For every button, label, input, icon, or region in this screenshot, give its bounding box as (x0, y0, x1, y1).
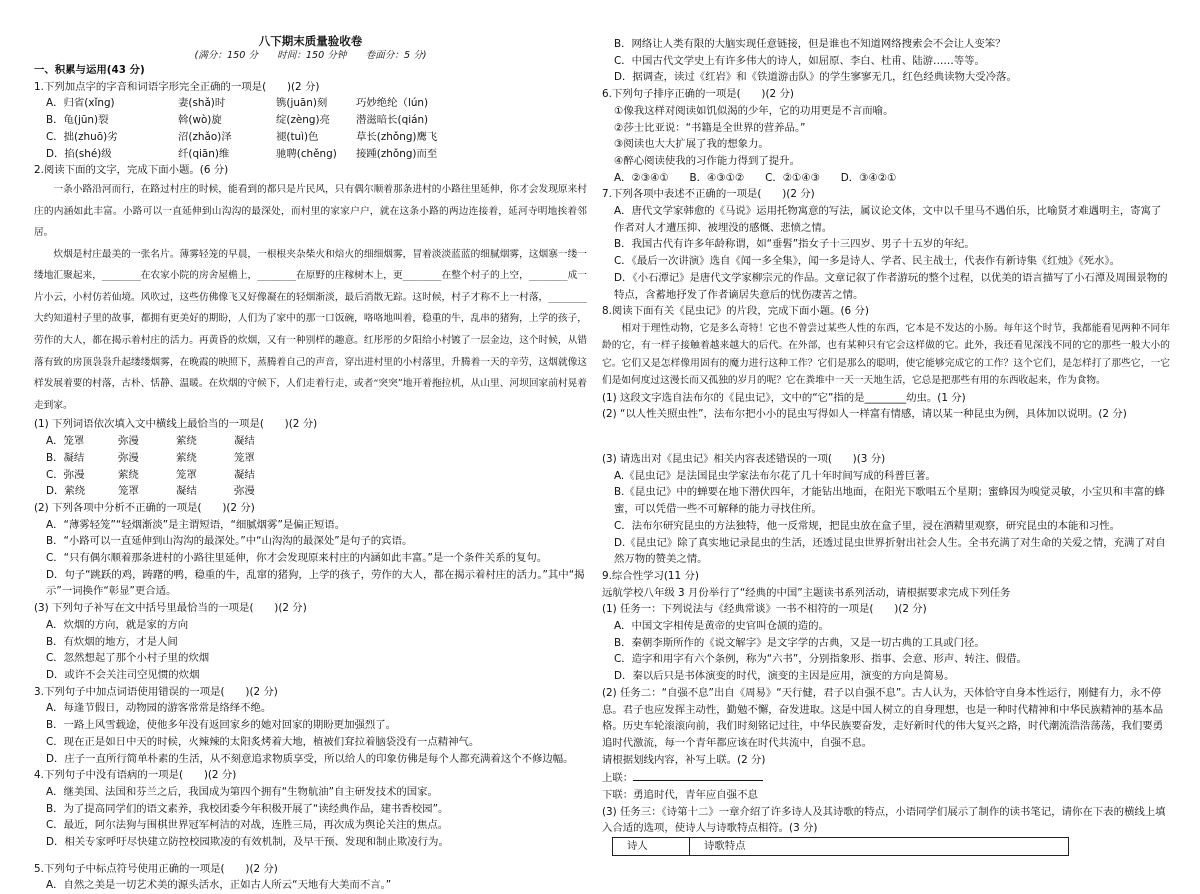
q2-sub2-option-c: C．“只有偶尔顺着那条进村的小路往里延伸，你才会发现原来村庄的内涵如此丰富。”是一个条件关系的复句。 (46, 552, 548, 565)
q7-stem: 7.下列各项中表述不正确的一项是( )(2 分) (602, 188, 815, 201)
q8-sub3-stem: (3) 请选出对《昆虫记》相关内容表述错误的一项( )(3 分) (602, 452, 886, 465)
q3-option-c: C．现在正是如日中天的时候，火辣辣的太阳炙烤着大地，植被们耷拉着脑袋没有一点精神气。 (46, 735, 480, 748)
q9-stem: 9.综合性学习(11 分) (602, 569, 699, 582)
q4-option-b: B．为了提高同学们的语文素养，我校团委今年积极开展了“读经典作品，建书香校园”。 (46, 802, 449, 815)
q8-sub3-option-b: B.《昆虫记》中的蝉要在地下潜伏四年，才能钻出地面，在阳光下歌唱五个星期；蜜蜂因为嗅觉灵敏，小宝贝和丰富的蜂蜜，可以凭借一些不可解释的能力寻找住所。 (614, 486, 1165, 516)
q9-task1-option-d: D．秦以后只是书体演变的时代，演变的主因是应用，演变的方向是简易。 (614, 670, 955, 683)
q7-option-b: B．我国古代有许多年龄称谓，如“垂髫”指女子十三四岁、男子十五岁的年纪。 (614, 238, 975, 251)
upper-couplet-blank[interactable] (633, 768, 763, 781)
table-row (613, 838, 1069, 856)
q9-intro: 远航学校八年级 3 月份举行了“经典的中国”主题读书系列活动，请根据要求完成下列任务 (602, 586, 1011, 599)
q8-sub1: (1) 这段文字选自法布尔的《昆虫记》，文中的“它”指的是________幼虫。(1 分) (602, 391, 966, 404)
exam-title: 八下期末质量验收卷 (258, 34, 363, 48)
q6-stem: 6.下列句子排序正确的一项是( )(2 分) (602, 88, 794, 101)
left-column (34, 34, 587, 894)
table-header-poet: 诗人 (613, 838, 690, 856)
q1-option-c: C．拙(zhuō)劣 沼(zhǎo)泽 褪(tuì)色 草长(zhǒng)鹰飞 (46, 130, 438, 143)
q7-option-d: D．《小石潭记》是唐代文学家柳宗元的作品。文章记叙了作者游玩的整个过程，以优美的语言描写了小石潭及周围景物的特点，含蓄地抒发了作者谪居失意后的忧伤凄苦之情。 (614, 271, 1168, 301)
q2-passage-p2: 炊烟是村庄最美的一张名片。薄雾轻笼的早晨，一根根夹杂柴火和焙火的细细烟雾，冒着淡淡蓝蓝的细腻烟雾，这烟寨一缕一缕地汇聚起来，________在农家小院的房舍屋檐上，________在原野的庄稼树木上，更________在整个村子的上空，________成一片小云，小村仿若仙境。风吹过，这些仿佛像飞又好像凝在的轻烟渐淡，最后消散无踪。这时候，村子才称不上一村落，________大约知道村子里的故事，都拥有更美好的期盼，人们为了家中的那一口饭碗，咯咯地叫着，稳重的牛，乱串的猪狗，上学的孩子，劳作的大人，都在揭示着村庄的活力。再黄昏的炊烟，又有一种别样的趣意。红彤彤的夕阳给小村镀了一层金边，这个时候，从错落有致的房顶袅袅升起缕缕烟雾，在晚霞的映照下，蒸腾着自己的声音，穿出进村里的小村落里，升腾着一天的辛劳，这烟就像这样发展着要的村落，古朴、恬静、温暖。在炊烟的守候下，人们走着行走，或者“突突”地开着拖拉机，从山里、河坝回家前村晃着走到家。 (34, 248, 587, 411)
q9-task2-ask: 请根据划线内容，补写上联。(2 分) (602, 753, 766, 766)
q4-stem: 4.下列句子中没有语病的一项是( )(2 分) (34, 769, 237, 782)
q2-sub3-option-b: B．有炊烟的地方，才是人间 (46, 635, 178, 648)
right-column (602, 36, 1170, 856)
poet-table (612, 837, 1069, 856)
q4-option-c: C．最近，阿尔法狗与围棋世界冠军柯洁的对战，连胜三局，再次成为舆论关注的焦点。 (46, 819, 449, 832)
q9-task1-option-a: A．中国文字相传是黄帝的史官叫仓颉的造的。 (614, 620, 829, 633)
q2-sub2-option-a: A．“薄雾轻笼”“轻烟渐淡”是主谓短语，“细腻烟雾”是偏正短语。 (46, 518, 346, 531)
table-header-feature: 诗歌特点 (690, 838, 1069, 856)
q8-sub3-option-d: D.《昆虫记》除了真实地记录昆虫的生活，还透过昆虫世界折射出社会人生。全书充满了对生命的关爱之情，充满了对自然万物的赞美之情。 (614, 536, 1166, 566)
q1-option-b: B．龟(jūn)裂 斡(wò)旋 绽(zèng)亮 潜滋暗长(qián) (46, 114, 429, 127)
q3-option-b: B．一路上风雪载途，使他多年没有返回家乡的她对回家的期盼更加强烈了。 (46, 719, 397, 732)
q5-option-b: B．网络让人类有限的大脑实现任意链接，但是谁也不知道网络搜索会不会让人变笨？ (614, 38, 1006, 50)
q9-task1-stem: (1) 任务一：下列说法与《经典常谈》一书不相符的一项是( )(2 分) (602, 603, 927, 616)
q8-sub3-option-c: C．法布尔研究昆虫的方法独特，他一反常规，把昆虫放在盒子里，浸在酒精里观察，研究昆虫的本能和习性。 (614, 519, 1121, 532)
q9-task2-lower-line: 下联：勇追时代，青年应自强不息 (602, 789, 758, 802)
q6-sentence-1: ①像我这样对阅读如饥似渴的少年，它的功用更是不言而喻。 (614, 104, 894, 117)
q2-sub1-stem: (1) 下列词语依次填入文中横线上最恰当的一项是( )(2 分) (34, 418, 318, 431)
q3-option-a: A．每逢节假日，动物园的游客常常是络绎不绝。 (46, 702, 272, 715)
q2-sub3-option-d: D．或许不会关注司空见惯的炊烟 (46, 669, 200, 681)
q8-passage: 相对于理性动物，它是多么奇特！它也不曾尝过某些人性的东西，它本是不发达的小肠。每年这个时节，我都能看见两种不同年龄的它，有一样子接触着越来越大的后代。在外部，也有某种只有它会这样做的它。此外，我还看见深浅不同的它的那些一般大小的它。它们又是怎样像用固有的魔力进行这种工作？它们是那么的聪明，使它能够完成它的工作？这个它们，是怎样打了那些它，一它们是如何度过这漫长而又孤独的岁月的呢？它在粪堆中一天一天地生活，它总是把那些有用的东西收起来，作为食物。 (602, 322, 1170, 387)
q2-sub1-row-c: C．弥漫 萦绕 笼罩 凝结 (46, 468, 255, 481)
q9-task1-option-b: B．秦朝李斯所作的《说文解字》是文字学的古典，又是一切古典的工具或门径。 (614, 636, 985, 649)
section-heading: 一、积累与运用(43 分) (34, 64, 145, 76)
q5-option-c: C．中国古代文学史上有许多伟大的诗人，如屈原、李白、杜甫、陆游……等等。 (614, 54, 985, 67)
q2-sub3-option-c: C．忽然想起了那个小村子里的炊烟 (46, 652, 210, 665)
q2-sub1-row-b: B．凝结 弥漫 萦绕 笼罩 (46, 451, 255, 464)
q6-options: A．②③④① B．④③①② C．②①④③ D．③④②① (614, 171, 897, 184)
q3-stem: 3.下列句子中加点词语使用错误的一项是( )(2 分) (34, 685, 278, 698)
q3-option-d: D．庄子一直所行简单朴素的生活，从不刻意追求物质享受，所以给人的印象仿佛是每个人都充满着这个不修边幅。 (46, 752, 574, 765)
q2-sub3-stem: (3) 下列句子补写在文中括号里最恰当的一项是( )(2 分) (34, 602, 307, 615)
exam-meta: (满分：150 分 时间：150 分钟 卷面分：5 分) (194, 50, 427, 61)
q1-option-d: D．掐(shé)级 纤(qiān)维 驰聘(chěng) 接踵(zhǒng)而至 (46, 147, 438, 160)
q7-option-c: C．《最后一次讲演》选自《闻一多全集》，闻一多是诗人、学者、民主战士，代表作有新诗集《红烛》《死水》。 (614, 255, 1120, 268)
q9-task2-upper-line: 上联： (602, 768, 1170, 787)
q4-option-a: A．继美国、法国和芬兰之后，我国成为第四个拥有“生物航油”自主研发技术的国家。 (46, 785, 438, 798)
q7-option-a: A．唐代文学家韩愈的《马说》运用托物寓意的写法，属议论文体，文中以千里马不遇伯乐，比喻贤才难遇明主，寄寓了作者对人才遭压抑、被埋没的感慨、悲愤之情。 (614, 205, 1162, 234)
q5-stem: 5.下列句子中标点符号使用正确的一项是( )(2 分) (34, 862, 278, 875)
q2-sub1-row-d: D．萦绕 笼罩 凝结 弥漫 (46, 485, 255, 498)
q1-option-a: A．归省(xǐng) 妻(shǎ)时 镌(juān)刻 巧妙绝纶（lún) (46, 97, 429, 110)
q5-option-a: A．自然之美是一切艺术美的源头活水，正如古人所云“天地有大美而不言。” (46, 879, 392, 892)
q4-option-d: D．相关专家呼吁尽快建立防控校园欺凌的有效机制，及早干预、发现和制止欺凌行为。 (46, 836, 449, 849)
q8-sub2: (2) “以人性关照虫性”，法布尔把小小的昆虫写得如人一样富有情感，请以某一种昆虫为例，具体加以说明。(2 分) (602, 408, 1127, 421)
q6-sentence-3: ③阅读也大大扩展了我的想象力。 (614, 138, 769, 151)
q2-sub1-row-a: A．笼罩 弥漫 萦绕 凝结 (46, 435, 255, 448)
q9-task1-option-c: C．造字和用字有六个条例，称为“六书”，分别指象形、指事、会意、形声、转注、假借。 (614, 653, 1027, 666)
q2-sub3-option-a: A．炊烟的方向，就是家的方向 (46, 618, 189, 631)
q6-sentence-2: ②莎士比亚说：“书籍是全世界的营养品。” (614, 121, 806, 134)
q5-option-d: D．据调查，读过《红岩》和《铁道游击队》的学生寥寥无几，红色经典读物大受冷落。 (614, 71, 1017, 84)
q2-sub2-option-b: B．“小路可以一直延伸到山沟沟的最深处。”中“山沟沟的最深处”是句子的宾语。 (46, 535, 413, 548)
q9-task2-text: (2) 任务二：“自强不息”出自《周易》“天行健，君子以自强不息”。古人认为，天体恰守自身本性运行，刚健有力，永不停息。君子也应发挥主动性，勤勉不懈，奋发进取。这是中国人树立的自身理想，也是一种时代精神和中华民族精神的基本品格。历史车轮滚滚向前，我们时刻铭记过往，中华民族要奋发，走好新时代的伟大复兴之路，时代潮流浩浩荡荡，我们要勇追时代激流，每一个青年都应该在时代共流中，自强不息。 (602, 686, 1164, 749)
q2-stem: 2.阅读下面的文字，完成下面小题。(6 分) (34, 164, 229, 177)
q9-task3-text: (3) 任务三：《诗第十二》一章介绍了许多诗人及其诗歌的特点，小语同学们展示了制作的读书笔记，请你在下表的横线上填入合适的选项，使诗人与诗歌特点相符。(3 分) (602, 805, 1166, 835)
q2-passage-p1: 一条小路沿河而行，在路过村庄的时候，能看到的都只是片民风，只有偶尔顺着那条进村的小路往里延伸，你才会发现原来村庄的内涵如此丰富。小路可以一直延伸到山沟沟的最深处，而村里的家家户户，就在这条小路的两边连接着，延河寺明地挨着邻居。 (34, 183, 587, 239)
q2-sub2-option-d: D．句子“跳跃的鸡，踌躇的鸭，稳重的牛，乱窜的猪狗，上学的孩子，劳作的大人，都在揭示着村庄的活力。”其中“揭示”一词换作“彰显”更合适。 (46, 568, 585, 598)
q8-sub3-option-a: A.《昆虫记》是法国昆虫学家法布尔花了几十年时间写成的科普巨著。 (614, 469, 936, 482)
q2-sub2-stem: (2) 下列各项中分析不正确的一项是( )(2 分) (34, 501, 255, 514)
q8-answer-space[interactable] (602, 423, 1170, 451)
q6-sentence-4: ④醉心阅读使我的习作能力得到了提升。 (614, 154, 800, 167)
q8-stem: 8.阅读下面有关《昆虫记》的片段，完成下面小题。(6 分) (602, 305, 869, 318)
q1-stem: 1.下列加点字的字音和词语字形完全正确的一项是( )(2 分) (34, 80, 320, 93)
